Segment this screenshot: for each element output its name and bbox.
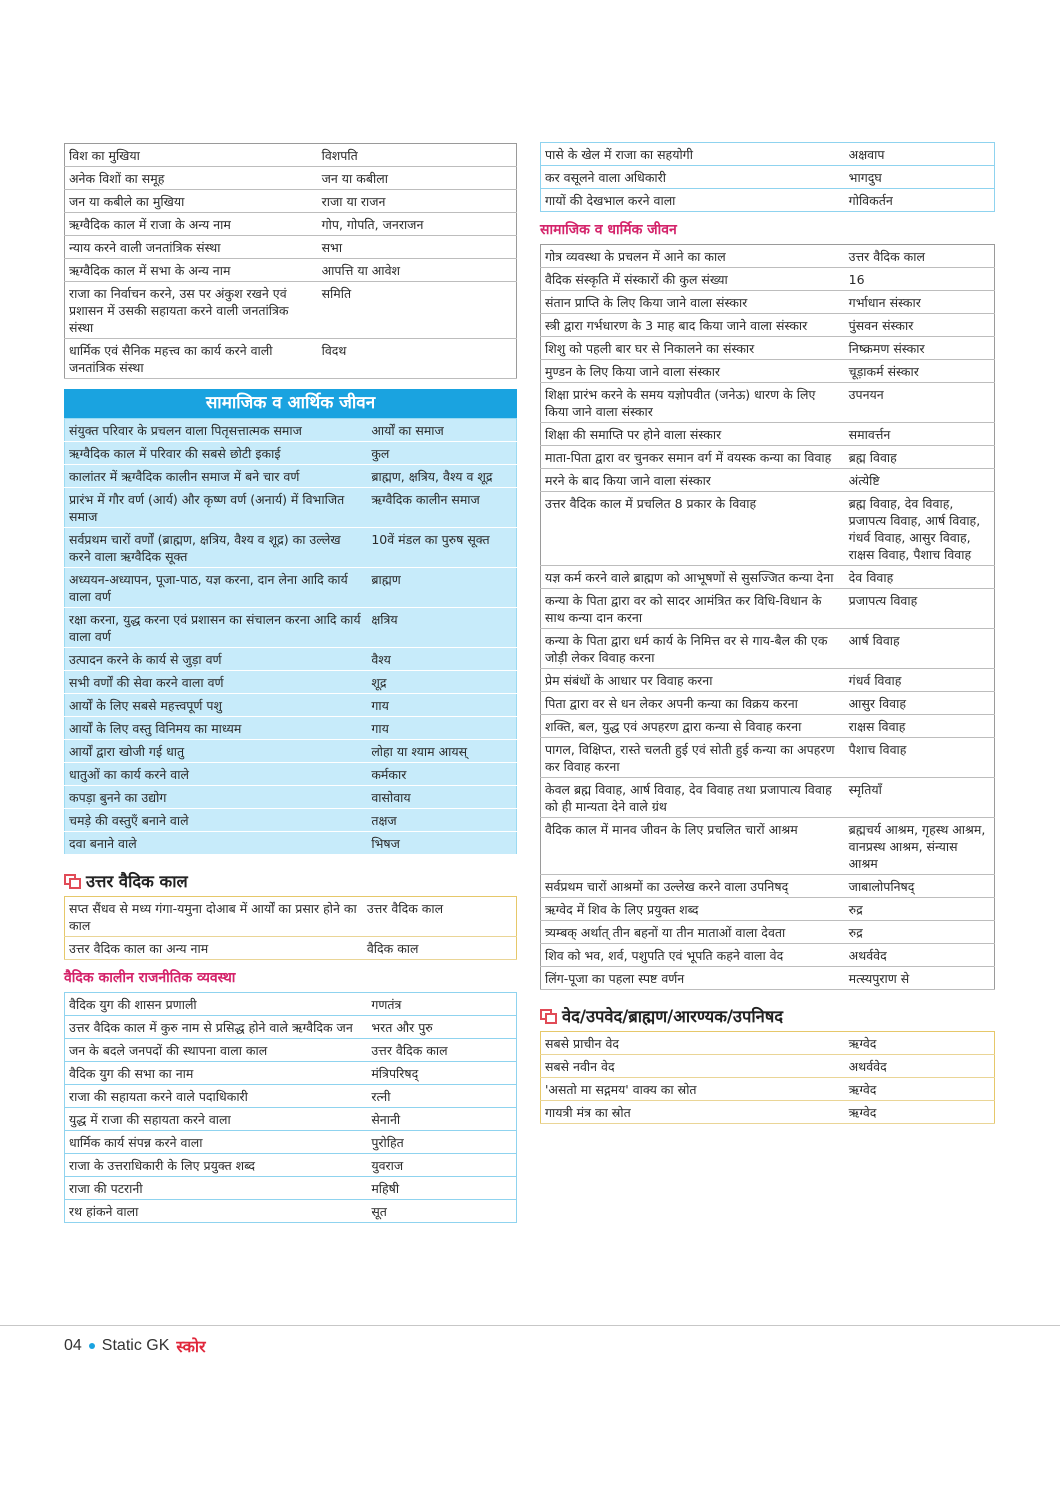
row-answer: गोप, गोपति, जनराजन [321,217,424,232]
row-question: वैदिक युग की सभा का नाम [69,1066,194,1081]
table-row [65,568,517,608]
row-question: सर्वप्रथम चारों वर्णों (ब्राह्मण, क्षत्रिय, वैश्य व शूद्र) का उल्लेख करने वाला ऋग्वैदिक सूक्त [69,532,341,564]
row-question: आर्यों द्वारा खोजी गई धातु [69,744,185,759]
table-row [65,740,517,763]
row-question: प्रेम संबंधों के आधार पर विवाह करना [545,673,713,688]
row-answer: चूड़ाकर्म संस्कार [848,364,919,379]
row-answer: गणतंत्र [371,997,402,1012]
row-answer: गाय [371,698,389,713]
row-question: संयुक्त परिवार के प्रचलन वाला पितृसत्तात्मक समाज [69,423,302,438]
section-heading-veda [540,1004,995,1026]
table-row [541,738,995,778]
row-question: धार्मिक कार्य संपन्न करने वाला [69,1135,203,1150]
table-row [541,566,995,589]
table-row [541,944,995,967]
table-row [65,465,517,488]
table-row [541,469,995,492]
table-row [541,778,995,818]
table-row [541,446,995,469]
row-answer: सेनानी [371,1112,401,1127]
row-question: जन या कबीले का मुखिया [69,194,185,209]
footer [64,1335,206,1357]
table-row [65,717,517,740]
table-row [541,360,995,383]
row-answer: क्षत्रिय [371,612,398,627]
table-row [65,1108,517,1131]
table-row [541,692,995,715]
row-answer: रुद्र [848,925,863,940]
row-question: मरने के बाद किया जाने वाला संस्कार [545,473,711,488]
row-question: उत्तर वैदिक काल में कुरु नाम से प्रसिद्ध होने वाले ऋग्वैदिक जन [69,1020,353,1035]
left-column [64,143,517,1223]
row-answer: गर्भाधान संस्कार [848,295,921,310]
table-row [541,875,995,898]
row-question: उत्पादन करने के कार्य से जुड़ा वर्ण [69,652,222,667]
row-question: प्रारंभ में गौर वर्ण (आर्य) और कृष्ण वर्ण (अनार्य) में विभाजित समाज [69,492,345,524]
row-answer: गंधर्व विवाह [848,673,902,688]
table-row [65,763,517,786]
table-social-economic [64,418,517,855]
table-row [65,1085,517,1108]
row-question: गोत्र व्यवस्था के प्रचलन में आने का काल [545,249,726,264]
table-row [541,314,995,337]
table-row [541,423,995,446]
row-answer: मंत्रिपरिषद् [371,1066,419,1081]
row-question: केवल ब्रह्म विवाह, आर्ष विवाह, देव विवाह तथा प्रजापात्य विवाह को ही मान्यता देने वाले ग्रंथ [545,782,832,814]
row-question: लिंग-पूजा का पहला स्पष्ट वर्णन [545,971,685,986]
table-row [541,898,995,921]
section-heading-text: वेद/उपवेद/ब्राह्मण/आरण्यक/उपनिषद [562,1006,784,1026]
table-later-vedic [64,896,517,960]
table-row [65,832,517,855]
table-row [541,337,995,360]
footer-rule [0,1325,1060,1326]
table-row [65,694,517,717]
row-question: विश का मुखिया [69,148,140,163]
table-row [65,488,517,528]
row-question: आर्यों के लिए सबसे महत्त्वपूर्ण पशु [69,698,223,713]
row-answer: सभा [321,240,343,255]
row-question: दवा बनाने वाले [69,836,137,851]
row-answer: अंत्येष्टि [848,473,880,488]
row-answer: जाबालोपनिषद् [848,879,915,894]
row-question: सबसे नवीन वेद [545,1059,615,1074]
row-question: शक्ति, बल, युद्ध एवं अपहरण द्वारा कन्या से विवाह करना [545,719,802,734]
row-question: शिक्षा की समाप्ति पर होने वाला संस्कार [545,427,722,442]
row-answer: ऋग्वेद [848,1036,877,1051]
table-row [541,715,995,738]
row-answer: वासोवाय [371,790,411,805]
section-band-social-economic: सामाजिक व आर्थिक जीवन [64,389,517,418]
row-question: सप्त सैंधव से मध्य गंगा-यमुना दोआब में आर्यों का प्रसार होने का काल [69,901,357,933]
row-question: पिता द्वारा वर से धन लेकर अपनी कन्या का विक्रय करना [545,696,798,711]
section-heading-text: उत्तर वैदिक काल [86,871,188,891]
table-row [541,669,995,692]
table-row [541,589,995,629]
table-row [541,268,995,291]
table-royal-officials [540,142,995,212]
row-answer: ऋग्वेद [848,1105,877,1120]
row-answer: 10वें मंडल का पुरुष सूक्त [371,532,490,547]
row-answer: ब्रह्म विवाह [848,450,897,465]
row-question: अध्ययन-अध्यापन, पूजा-पाठ, यज्ञ करना, दान लेना आदि कार्य वाला वर्ण [69,572,348,604]
row-answer: लोहा या श्याम आयस् [371,744,468,759]
row-answer: महिषी [371,1181,400,1196]
row-question: राजा की सहायता करने वाले पदाधिकारी [69,1089,248,1104]
row-question: गायों की देखभाल करने वाला [545,193,676,208]
table-row [541,143,995,166]
row-question: चमड़े की वस्तुएँ बनाने वाले [69,813,189,828]
row-answer: 16 [848,272,865,287]
row-question: कपड़ा बुनने का उद्योग [69,790,167,805]
table-row [541,967,995,990]
row-answer: रुद्र [848,902,863,917]
table-row [541,818,995,875]
table-row [65,259,517,282]
row-question: धातुओं का कार्य करने वाले [69,767,189,782]
row-question: 'असतो मा सद्गमय' वाक्य का स्रोत [545,1082,697,1097]
row-answer: मत्स्यपुराण से [848,971,910,986]
row-answer: निष्क्रमण संस्कार [848,341,925,356]
table-row [65,671,517,694]
row-question: संतान प्राप्ति के लिए किया जाने वाला संस्कार [545,295,748,310]
row-question: आर्यों के लिए वस्तु विनिमय का माध्यम [69,721,242,736]
row-answer: राजा या राजन [321,194,386,209]
table-row [65,786,517,809]
row-question: ऋग्वैदिक काल में राजा के अन्य नाम [69,217,231,232]
table-political-system [64,992,517,1223]
row-question: राजा के उत्तराधिकारी के लिए प्रयुक्त शब्द [69,1158,255,1173]
row-question: कन्या के पिता द्वारा वर को सादर आमंत्रित कर विधि-विधान के साथ कन्या दान करना [545,593,822,625]
stacked-squares-icon [64,874,78,886]
row-answer: अथर्ववेद [848,1059,887,1074]
row-question: सर्वप्रथम चारों आश्रमों का उल्लेख करने वाला उपनिषद् [545,879,789,894]
row-question: धार्मिक एवं सैनिक महत्त्व का कार्य करने वाली जनतांत्रिक संस्था [69,343,273,375]
table-row [541,245,995,268]
table-row [65,419,517,442]
row-answer: ब्रह्मचर्य आश्रम, गृहस्थ आश्रम, वानप्रस्थ आश्रम, संन्यास आश्रम [848,822,986,871]
row-question: राजा का निर्वाचन करने, उस पर अंकुश रखने एवं प्रशासन में उसकी सहायता करने वाली जनतांत्रिक संस्था [69,286,289,335]
row-question: शिक्षा प्रारंभ करने के समय यज्ञोपवीत (जनेऊ) धारण के लिए किया जाने वाला संस्कार [545,387,816,419]
row-question: वैदिक काल में मानव जीवन के लिए प्रचलित चारों आश्रम [545,822,798,837]
row-answer: ऋग्वैदिक कालीन समाज [371,492,480,507]
row-question: वैदिक संस्कृति में संस्कारों की कुल संख्या [545,272,728,287]
table-row [65,1062,517,1085]
row-question: ऋग्वैदिक काल में सभा के अन्य नाम [69,263,231,278]
row-answer: भरत और पुरु [371,1020,433,1035]
table-social-religious [540,244,995,990]
table-row [65,144,517,167]
row-answer: कुल [371,446,390,461]
table-row [65,648,517,671]
row-question: कालांतर में ऋग्वैदिक कालीन समाज में बने चार वर्ण [69,469,300,484]
table-row [65,993,517,1016]
row-answer: तक्षज [371,813,397,828]
row-answer: गाय [371,721,389,736]
row-question: पागल, विक्षिप्त, रास्ते चलती हुई एवं सोती हुई कन्या का अपहरण कर विवाह करना [545,742,835,774]
row-question: सभी वर्णों की सेवा करने वाला वर्ण [69,675,224,690]
row-question: गायत्री मंत्र का स्रोत [545,1105,631,1120]
row-answer: ऋग्वेद [848,1082,877,1097]
row-answer: वैदिक काल [366,941,419,956]
table-row [65,937,517,960]
row-answer: युवराज [371,1158,404,1173]
table-row [65,190,517,213]
stacked-squares-icon [540,1009,554,1021]
row-answer: उपनयन [848,387,884,402]
table-row [541,383,995,423]
table-row [65,213,517,236]
table-row [541,629,995,669]
row-answer: पैशाच विवाह [848,742,907,757]
row-question: कन्या के पिता द्वारा धर्म कार्य के निमित्त वर से गाय-बैल की एक जोड़ी लेकर विवाह करना [545,633,828,665]
row-answer: जन या कबीला [321,171,388,186]
table-row [65,1039,517,1062]
row-question: वैदिक युग की शासन प्रणाली [69,997,197,1012]
table-row [65,1177,517,1200]
row-question: कर वसूलने वाला अधिकारी [545,170,667,185]
row-answer: ब्राह्मण [371,572,401,587]
row-answer: शूद्र [371,675,387,690]
subheading-social-religious: सामाजिक व धार्मिक जीवन [540,222,677,238]
row-answer: ब्रह्म विवाह, देव विवाह, प्रजापत्य विवाह, आर्ष विवाह, गंधर्व विवाह, आसुर विवाह, राक्षस विवाह, पैशाच विवाह [848,496,981,562]
row-question: शिशु को पहली बार घर से निकालने का संस्कार [545,341,755,356]
row-answer: भागदुघ [848,170,882,185]
row-answer: विशपति [321,148,358,163]
table-row [65,282,517,339]
table-row [541,1101,995,1124]
table-vedic-polity [64,143,517,379]
row-answer: वैश्य [371,652,391,667]
row-question: ऋग्वेद में शिव के लिए प्रयुक्त शब्द [545,902,699,917]
table-row [65,1131,517,1154]
subheading-political-system: वैदिक कालीन राजनीतिक व्यवस्था [64,970,236,986]
row-answer: आपत्ति या आवेश [321,263,401,278]
row-question: ऋग्वैदिक काल में परिवार की सबसे छोटी इकाई [69,446,281,461]
row-answer: उत्तर वैदिक काल [371,1043,448,1058]
row-question: त्र्यम्बक् अर्थात् तीन बहनों या तीन माताओं वाला देवता [545,925,786,940]
table-row [541,189,995,212]
table-row [541,291,995,314]
table-row [65,1200,517,1223]
page-number: 04 [64,1337,82,1354]
table-row [541,921,995,944]
row-answer: देव विवाह [848,570,894,585]
brand-highlight: स्कोर [176,1339,206,1356]
table-row [65,167,517,190]
table-row [65,528,517,568]
table-row [541,1032,995,1055]
row-answer: राक्षस विवाह [848,719,906,734]
row-answer: समिति [321,286,352,301]
row-question: रथ हांकने वाला [69,1204,139,1219]
table-row [65,339,517,379]
row-question: यज्ञ कर्म करने वाले ब्राह्मण को आभूषणों से सुसज्जित कन्या देना [545,570,834,585]
table-row [541,166,995,189]
row-question: माता-पिता द्वारा वर चुनकर समान वर्ग में वयस्क कन्या का विवाह [545,450,832,465]
row-question: राजा की पटरानी [69,1181,143,1196]
table-row [541,1078,995,1101]
row-answer: आसुर विवाह [848,696,906,711]
row-answer: आर्यों का समाज [371,423,444,438]
row-answer: पुंसवन संस्कार [848,318,914,333]
row-question: सबसे प्राचीन वेद [545,1036,620,1051]
row-question: शिव को भव, शर्व, पशुपति एवं भूपति कहने वाला वेद [545,948,784,963]
dot-icon [89,1343,95,1349]
row-question: उत्तर वैदिक काल का अन्य नाम [69,941,209,956]
row-question: अनेक विशों का समूह [69,171,165,186]
table-row [541,1055,995,1078]
row-question: जन के बदले जनपदों की स्थापना वाला काल [69,1043,268,1058]
section-heading-later-vedic [64,869,517,891]
table-row [65,236,517,259]
row-answer: गोविकर्तन [848,193,893,208]
row-answer: रत्नी [371,1089,391,1104]
row-answer: अथर्ववेद [848,948,887,963]
row-answer: भिषज [371,836,400,851]
row-question: स्त्री द्वारा गर्भधारण के 3 माह बाद किया जाने वाला संस्कार [545,318,808,333]
table-veda [540,1031,995,1124]
table-row [65,1154,517,1177]
row-answer: उत्तर वैदिक काल [848,249,925,264]
row-answer: सूत [371,1204,387,1219]
table-row [65,608,517,648]
row-answer: पुरोहित [371,1135,404,1150]
table-row [65,897,517,937]
table-row [65,442,517,465]
row-answer: अक्षवाप [848,147,885,162]
table-row [65,1016,517,1039]
row-answer: स्मृतियाँ [848,782,882,797]
table-row [65,809,517,832]
row-answer: समावर्त्तन [848,427,891,442]
row-question: रक्षा करना, युद्ध करना एवं प्रशासन का संचालन करना आदि कार्य वाला वर्ण [69,612,361,644]
row-answer: आर्ष विवाह [848,633,900,648]
row-question: मुण्डन के लिए किया जाने वाला संस्कार [545,364,721,379]
row-question: युद्ध में राजा की सहायता करने वाला [69,1112,231,1127]
brand-name: Static GK [101,1337,170,1354]
row-answer: ब्राह्मण, क्षत्रिय, वैश्य व शूद्र [371,469,493,484]
row-answer: प्रजापत्य विवाह [848,593,918,608]
row-answer: विदथ [321,343,347,358]
row-question: उत्तर वैदिक काल में प्रचलित 8 प्रकार के विवाह [545,496,757,511]
row-answer: उत्तर वैदिक काल [366,901,444,916]
right-column [540,142,995,1124]
row-question: न्याय करने वाली जनतांत्रिक संस्था [69,240,221,255]
row-answer: कर्मकार [371,767,407,782]
table-row [541,492,995,566]
row-question: पासे के खेल में राजा का सहयोगी [545,147,693,162]
